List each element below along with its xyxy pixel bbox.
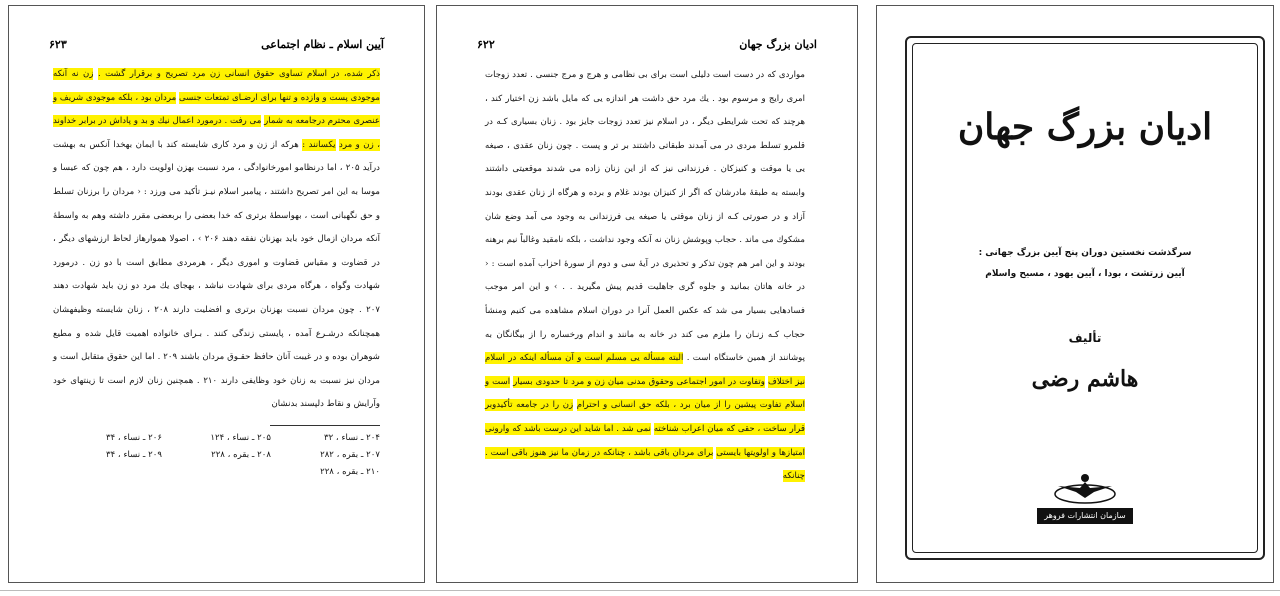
book-subtitle	[925, 243, 1245, 285]
footnote: ۲۰۴ ـ نساء ، ۳۲	[323, 432, 380, 443]
subtitle-line: آیین زرتشت ، بودا ، آیین یهود ، مسیح واسلام	[985, 269, 1185, 279]
page-number: ۶۲۳	[49, 37, 67, 51]
running-title: آیین اسلام ـ نظام اجتماعی	[261, 37, 384, 51]
cover-frame	[905, 36, 1265, 560]
faravahar-emblem-icon	[1050, 468, 1120, 508]
author-name: هاشم رضی	[1031, 366, 1139, 392]
highlighted-line: البته مسأله یی مسلم است و آن مسأله اینکه در اسلام نیز اختلاف	[485, 353, 805, 387]
middle-book-page	[436, 5, 858, 583]
highlighted-line: ذکر شده، در اسلام تساوی حقوق انسانی زن مرد تصریح و برقرار گشت .	[97, 69, 381, 79]
book-title: ادیان بزرگ جهان	[957, 106, 1213, 148]
book-cover	[876, 5, 1274, 583]
footnotes	[53, 430, 380, 481]
footnote: ۲۰۶ ـ نساء ، ۳۴	[105, 432, 162, 443]
paragraph-text: مواردی که در دست است دلیلی است برای بی نظامی و هرج و مرج جنسی . تعدد زوجات امری رایج و مرسوم بود . یك مرد حق داشت هر اندازه یی که مایل باشد زن اختیار کند ، هرچند که تحت شرایطی دیگر ، در اسلام نیز تعدد زوجات جایز بود . زنان بسیاری کـه در قلمرو تسلط مردی در می آمدند طبقاتی داشتند بر تر و پست . چون زنان عقدی ، صیغه یی یا موقت و کنیزکان . فرزندانی نیز که از این زنان زاده می شدند موقعیتی داشتند وابسته به طبقهٔ مادرشان که اگر از کنیزان بودند غلام و برده و هرگاه از زنان عقدی بودند آزاد و در صورتی کـه از زنان موقتی یا صیغه یی فرزندانی به وجود می آمد وضع شان مشکوك می ماند . حجاب وپوشش زنان نه آنکه وجود نداشت ، بلکه نامقید وغالباً نیم برهنه بودند و این امر هم چون تذکر و تحذیری در آیهٔ سی و دوم از سورهٔ احزاب آمده است : ‹ در خانه هاتان بمانید و جلوه گری جاهلیت قدیم پیش مگیرید . . › و این امر موجب فسادهایی بسیار می شد که عکس العمل آنرا در دوران اسلام مشاهده می کنیم ومنشأ حجاب کـه زنـان را ملزم می کند در خانه به مانند و اندام ورخساره را از بیگانگان به پوشانند از همین خاستگاه است .	[485, 70, 806, 364]
highlighted-line: زن را در جامعه تأکیدوبر قرار ساخت ، حقی که میان اعراب شناخته	[485, 400, 805, 434]
footnote: ۲۰۷ ـ بقره ، ۲۸۲	[320, 449, 380, 460]
page-number: ۶۲۲	[477, 37, 495, 51]
footnote-divider	[270, 425, 380, 426]
highlighted-line: می رفت . درمورد اعمال نیك و بد و پاداش در برابر خداوند ، زن و مرد	[53, 116, 381, 150]
left-book-page	[8, 5, 425, 583]
footnote: ۲۱۰ ـ بقره ، ۲۲۸	[320, 466, 380, 477]
page-header	[49, 34, 384, 54]
highlighted-line: نمی شد . اما شاید این درست باشد که وارونی امتیازها و اولویتها بایستی	[485, 423, 805, 458]
highlighted-line: یکسانند :	[302, 139, 336, 150]
highlighted-line: است و اسلام تفاوت پیشین را از میان برد ، بلکه حق انسانی و احترام	[485, 376, 806, 411]
page-body-text	[485, 64, 805, 489]
highlighted-line: مردان بود ، بلکه موجودی شریف و عنصری محترم درجامعه به شمار	[53, 92, 380, 127]
running-title: ادیان بزرگ جهان	[739, 37, 817, 51]
highlighted-line: برای مردان باقی باشد ، چنانکه در زمان ما نیز هنوز باقی است . چنانکه	[485, 447, 805, 482]
footnote: ۲۰۹ ـ نساء ، ۳۴	[105, 449, 162, 460]
subtitle-line: سرگذشت نخستین دوران پنج آیین بزرگ جهانی :	[978, 248, 1192, 258]
publisher-label: سازمان انتشارات فروهر	[1037, 508, 1133, 524]
paragraph-text: هرکه از زن و مرد کاری شایسته کند با ایمان بهخدا آنکس به بهشت درآید ۲۰۵ ، اما درنظامو امورخانوادگی ، مرد نسبت بهزن اولویت دارد ، هم چون که عیسا و موسا به این امر تصریح داشتند ، پیامبر اسلام نیـز تأکید می ورزد : ‹ مردان را برزنان تسلط و حق نگهبانی است ، بهواسطهٔ برتری که خدا بعضی را بربعضی مقرر داشته وهم به واسطهٔ آنکه مردان ازمال خود باید بهزنان نفقه دهند ۲۰۶ › ، اصولا هموارهاز لحاظ ارزشهای دیگر ، در قضاوت و مقیاس قضاوت و اموری دیگر ، هرمردی مطابق است با دو زن . درمورد شهادت وگواه ، هرگاه مردی برای شهادت نباشد ، بهجای یك مرد دو زن باید شهادت دهند ۲۰۷ . چون مردان نسبت بهزنان برتری و افضلیت دارند ۲۰۸ ، زنان شایسته وظیفهشان همچنانکه درشـرع آمده ، پایستی زندگی کنند . بـرای خانواده اهمیت قایل شده و مطیع شوهران بوده و در غیبت آنان حافظ حقـوق مردان باشند ۲۰۹ . اما این حقوق متقابل است و مردان نیز نسبت به زنان خود وظایفی دارند ۲۱۰ . همچنین زنان لازم است تا زینتهای خود وآرایش و نقاط دلپسند بدنشان	[53, 139, 380, 410]
author-label: تألیف	[1068, 331, 1102, 345]
footnote: ۲۰۵ ـ نساء ، ۱۲۴	[210, 432, 271, 443]
bottom-divider	[0, 590, 1280, 591]
highlighted-line: زن نه آنکه موجودی پست و وازده و تنها برای ارضـای تمتعات جنسی	[53, 69, 380, 103]
page-header	[477, 34, 817, 54]
page-body-text	[53, 63, 380, 481]
footnote: ۲۰۸ ـ بقره ، ۲۲۸	[211, 449, 271, 460]
highlighted-line: وتفاوت در امور اجتماعی وحقوق مدنی میان زن و مرد تا حدودی بسیار	[513, 376, 765, 387]
